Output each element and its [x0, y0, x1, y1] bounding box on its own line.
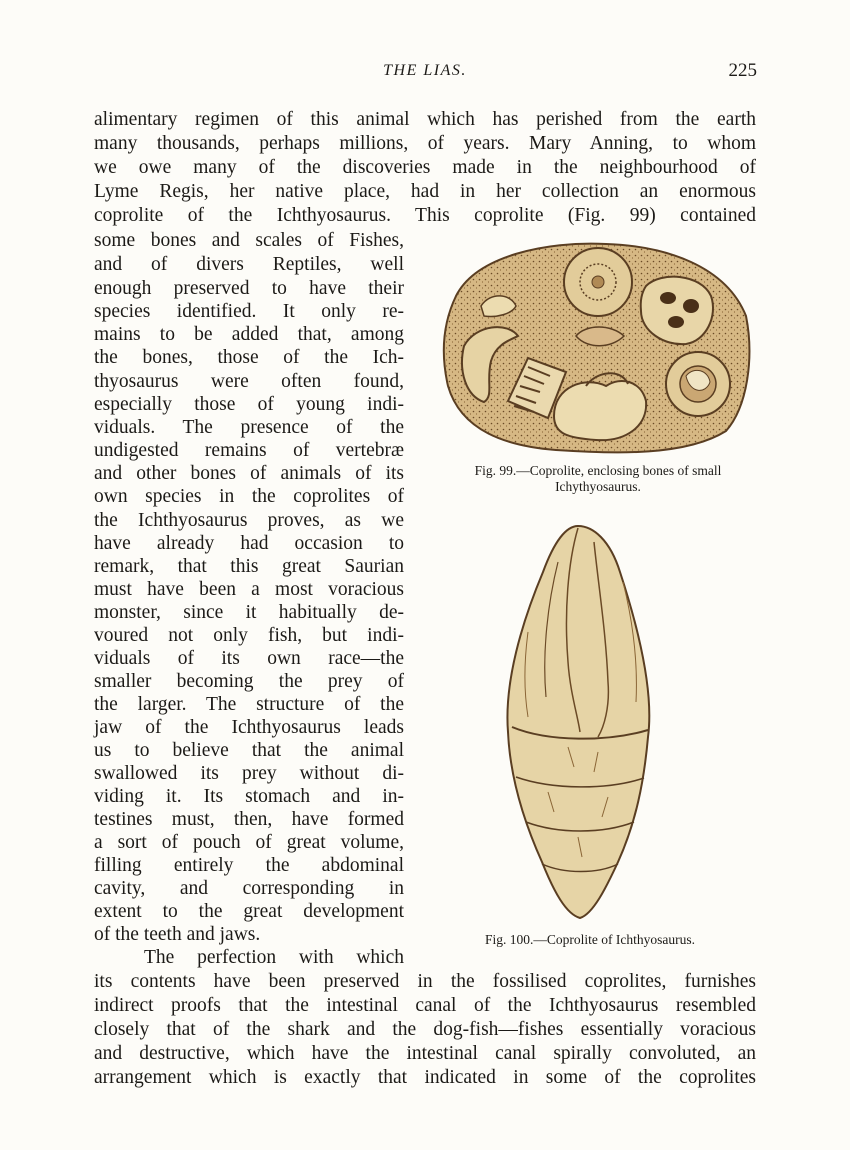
column-line: enough preserved to have their [94, 278, 404, 299]
column-line: of the teeth and jaws. [94, 924, 261, 945]
body-line: arrangement which is exactly that indicated in some of the coprolites [94, 1067, 756, 1088]
column-line: monster, since it habitually de- [94, 602, 404, 623]
column-line: the bones, those of the Ich- [94, 347, 404, 368]
column-line: especially those of young indi- [94, 394, 404, 415]
column-line: species identified. It only re- [94, 301, 404, 322]
column-line: extent to the great development [94, 901, 404, 922]
column-line: have already had occasion to [94, 533, 404, 554]
body-line: and destructive, which have the intestinal canal spirally convoluted, an [94, 1043, 756, 1064]
column-line: remark, that this great Saurian [94, 556, 404, 577]
column-line: the larger. The structure of the [94, 694, 404, 715]
column-line: thyosaurus were often found, [94, 371, 404, 392]
column-line: some bones and scales of Fishes, [94, 230, 404, 251]
running-title: THE LIAS. [383, 62, 467, 79]
body-line: coprolite of the Ichthyosaurus. This coprolite (Fig. 99) contained [94, 205, 756, 226]
column-line: swallowed its prey without di- [94, 763, 404, 784]
page-number: 225 [728, 60, 757, 81]
fig99-coprolite-illustration [436, 236, 756, 458]
body-line: its contents have been preserved in the fossilised coprolites, furnishes [94, 971, 756, 992]
column-line: viding it. Its stomach and in- [94, 786, 404, 807]
fig99-caption-cont: Ichythyosaurus. [555, 479, 641, 494]
column-line: viduals of its own race—the [94, 648, 404, 669]
tooth-bone [554, 381, 646, 440]
column-line: and other bones of animals of its [94, 463, 404, 484]
fig100-caption: Fig. 100.—Coprolite of Ichthyosaurus. [485, 932, 695, 947]
column-line: voured not only fish, but indi- [94, 625, 404, 646]
column-line: us to believe that the animal [94, 740, 404, 761]
pierced-bone [641, 277, 713, 344]
column-line: and of divers Reptiles, well [94, 254, 404, 275]
body-line: indirect proofs that the intestinal canal of the Ichthyosaurus resembled [94, 995, 756, 1016]
column-line: the Ichthyosaurus proves, as we [94, 510, 404, 531]
column-line: filling entirely the abdominal [94, 855, 404, 876]
column-line: own species in the coprolites of [94, 486, 404, 507]
body-line: many thousands, perhaps millions, of years. Mary Anning, to whom [94, 133, 756, 154]
column-line: cavity, and corresponding in [94, 878, 404, 899]
body-line: Lyme Regis, her native place, had in her collection an enormous [94, 181, 756, 202]
column-line: mains to be added that, among [94, 324, 404, 345]
fig99-caption: Fig. 99.—Coprolite, enclosing bones of small [474, 463, 722, 478]
column-line: must have been a most voracious [94, 579, 404, 600]
column-line: jaw of the Ichthyosaurus leads [94, 717, 404, 738]
column-line: undigested remains of vertebræ [94, 440, 404, 461]
column-line: a sort of pouch of great volume, [94, 832, 404, 853]
fig100-coprolite-illustration [498, 522, 658, 922]
column-line: testines must, then, have formed [94, 809, 404, 830]
body-line: alimentary regimen of this animal which has perished from the earth [94, 109, 756, 130]
column-line: The perfection with which [144, 947, 404, 968]
body-line: we owe many of the discoveries made in the neighbourhood of [94, 157, 756, 178]
column-line: smaller becoming the prey of [94, 671, 404, 692]
column-line: viduals. The presence of the [94, 417, 404, 438]
body-line: closely that of the shark and the dog-fish—fishes essentially voracious [94, 1019, 756, 1040]
